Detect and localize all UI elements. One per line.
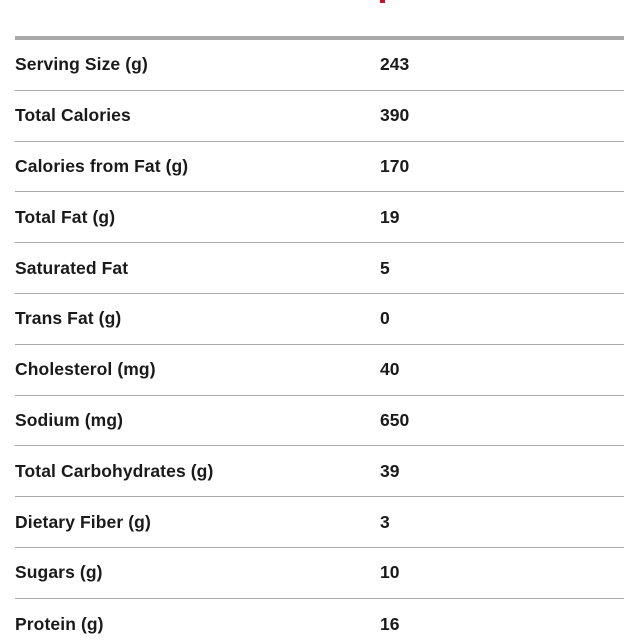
table-row [15,497,624,548]
row-value: 19 [380,206,400,227]
table-row [15,548,624,599]
row-label: Dietary Fiber (g) [15,511,151,532]
table-row [15,599,624,641]
row-value: 10 [380,562,400,583]
table-row [15,243,624,294]
row-label: Sugars (g) [15,562,103,583]
table-row [15,294,624,345]
row-value: 0 [380,308,390,329]
row-value: 16 [380,613,400,634]
table-row [15,40,624,91]
row-value: 170 [380,155,410,176]
row-label: Trans Fat (g) [15,308,122,329]
row-value: 243 [380,54,410,75]
row-label: Calories from Fat (g) [15,155,189,176]
table-row [15,192,624,243]
table-row [15,345,624,396]
row-label: Total Carbohydrates (g) [15,460,214,481]
row-label: Saturated Fat [15,257,129,278]
row-label: Cholesterol (mg) [15,359,156,380]
row-value: 650 [380,409,410,430]
row-label: Total Fat (g) [15,206,116,227]
accent-mark [380,0,385,3]
table-row [15,142,624,193]
row-label: Sodium (mg) [15,409,124,430]
table-row [15,396,624,447]
row-value: 5 [380,257,390,278]
row-label: Protein (g) [15,613,104,634]
table-row [15,446,624,497]
nutrition-table [15,36,624,641]
row-label: Total Calories [15,105,131,126]
row-label: Serving Size (g) [15,54,148,75]
row-value: 40 [380,359,400,380]
row-value: 390 [380,105,410,126]
row-value: 39 [380,460,400,481]
row-value: 3 [380,511,390,532]
table-row [15,91,624,142]
